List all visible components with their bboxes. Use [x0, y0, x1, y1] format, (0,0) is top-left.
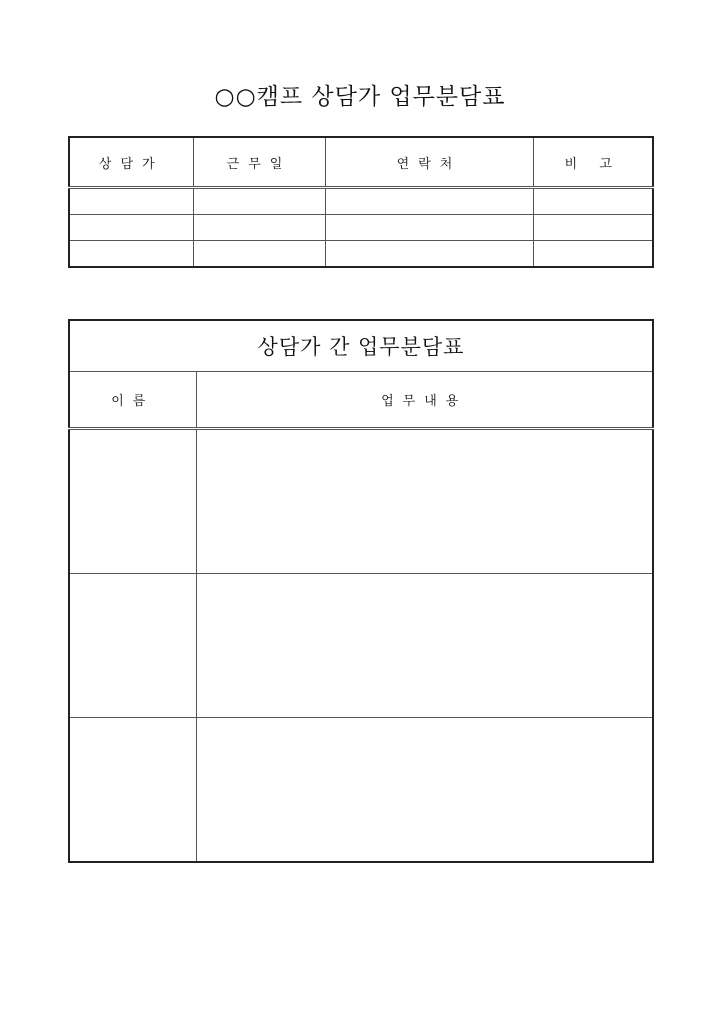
table-header-row	[69, 137, 653, 188]
contact-cell[interactable]	[325, 241, 533, 268]
table-row	[69, 241, 653, 268]
table-row	[69, 215, 653, 241]
workday-cell[interactable]	[193, 188, 325, 215]
workday-cell[interactable]	[193, 215, 325, 241]
contact-cell[interactable]	[325, 188, 533, 215]
name-cell[interactable]	[69, 574, 196, 718]
duty-content-cell[interactable]	[196, 718, 653, 863]
duty-content-cell[interactable]	[196, 574, 653, 718]
header-counselor: 상담가	[69, 137, 193, 188]
table-row	[69, 429, 653, 574]
header-duty-content: 업무내용	[196, 372, 653, 429]
table-header-row	[69, 372, 653, 429]
name-cell[interactable]	[69, 718, 196, 863]
workday-cell[interactable]	[193, 241, 325, 268]
contact-cell[interactable]	[325, 215, 533, 241]
duty-table-title: 상담가 간 업무분담표	[69, 320, 653, 372]
header-contact: 연락처	[325, 137, 533, 188]
header-workday: 근무일	[193, 137, 325, 188]
duty-division-table	[68, 319, 654, 863]
table-row	[69, 188, 653, 215]
header-name: 이름	[69, 372, 196, 429]
counselor-cell[interactable]	[69, 215, 193, 241]
remarks-cell[interactable]	[533, 241, 653, 268]
table-row	[69, 718, 653, 863]
remarks-cell[interactable]	[533, 215, 653, 241]
counselor-cell[interactable]	[69, 241, 193, 268]
counselor-schedule-table	[68, 136, 654, 268]
counselor-cell[interactable]	[69, 188, 193, 215]
table-row	[69, 574, 653, 718]
duty-content-cell[interactable]	[196, 429, 653, 574]
name-cell[interactable]	[69, 429, 196, 574]
document-title: ○○캠프 상담가 업무분담표	[214, 84, 506, 110]
remarks-cell[interactable]	[533, 188, 653, 215]
header-remarks: 비 고	[533, 137, 653, 188]
